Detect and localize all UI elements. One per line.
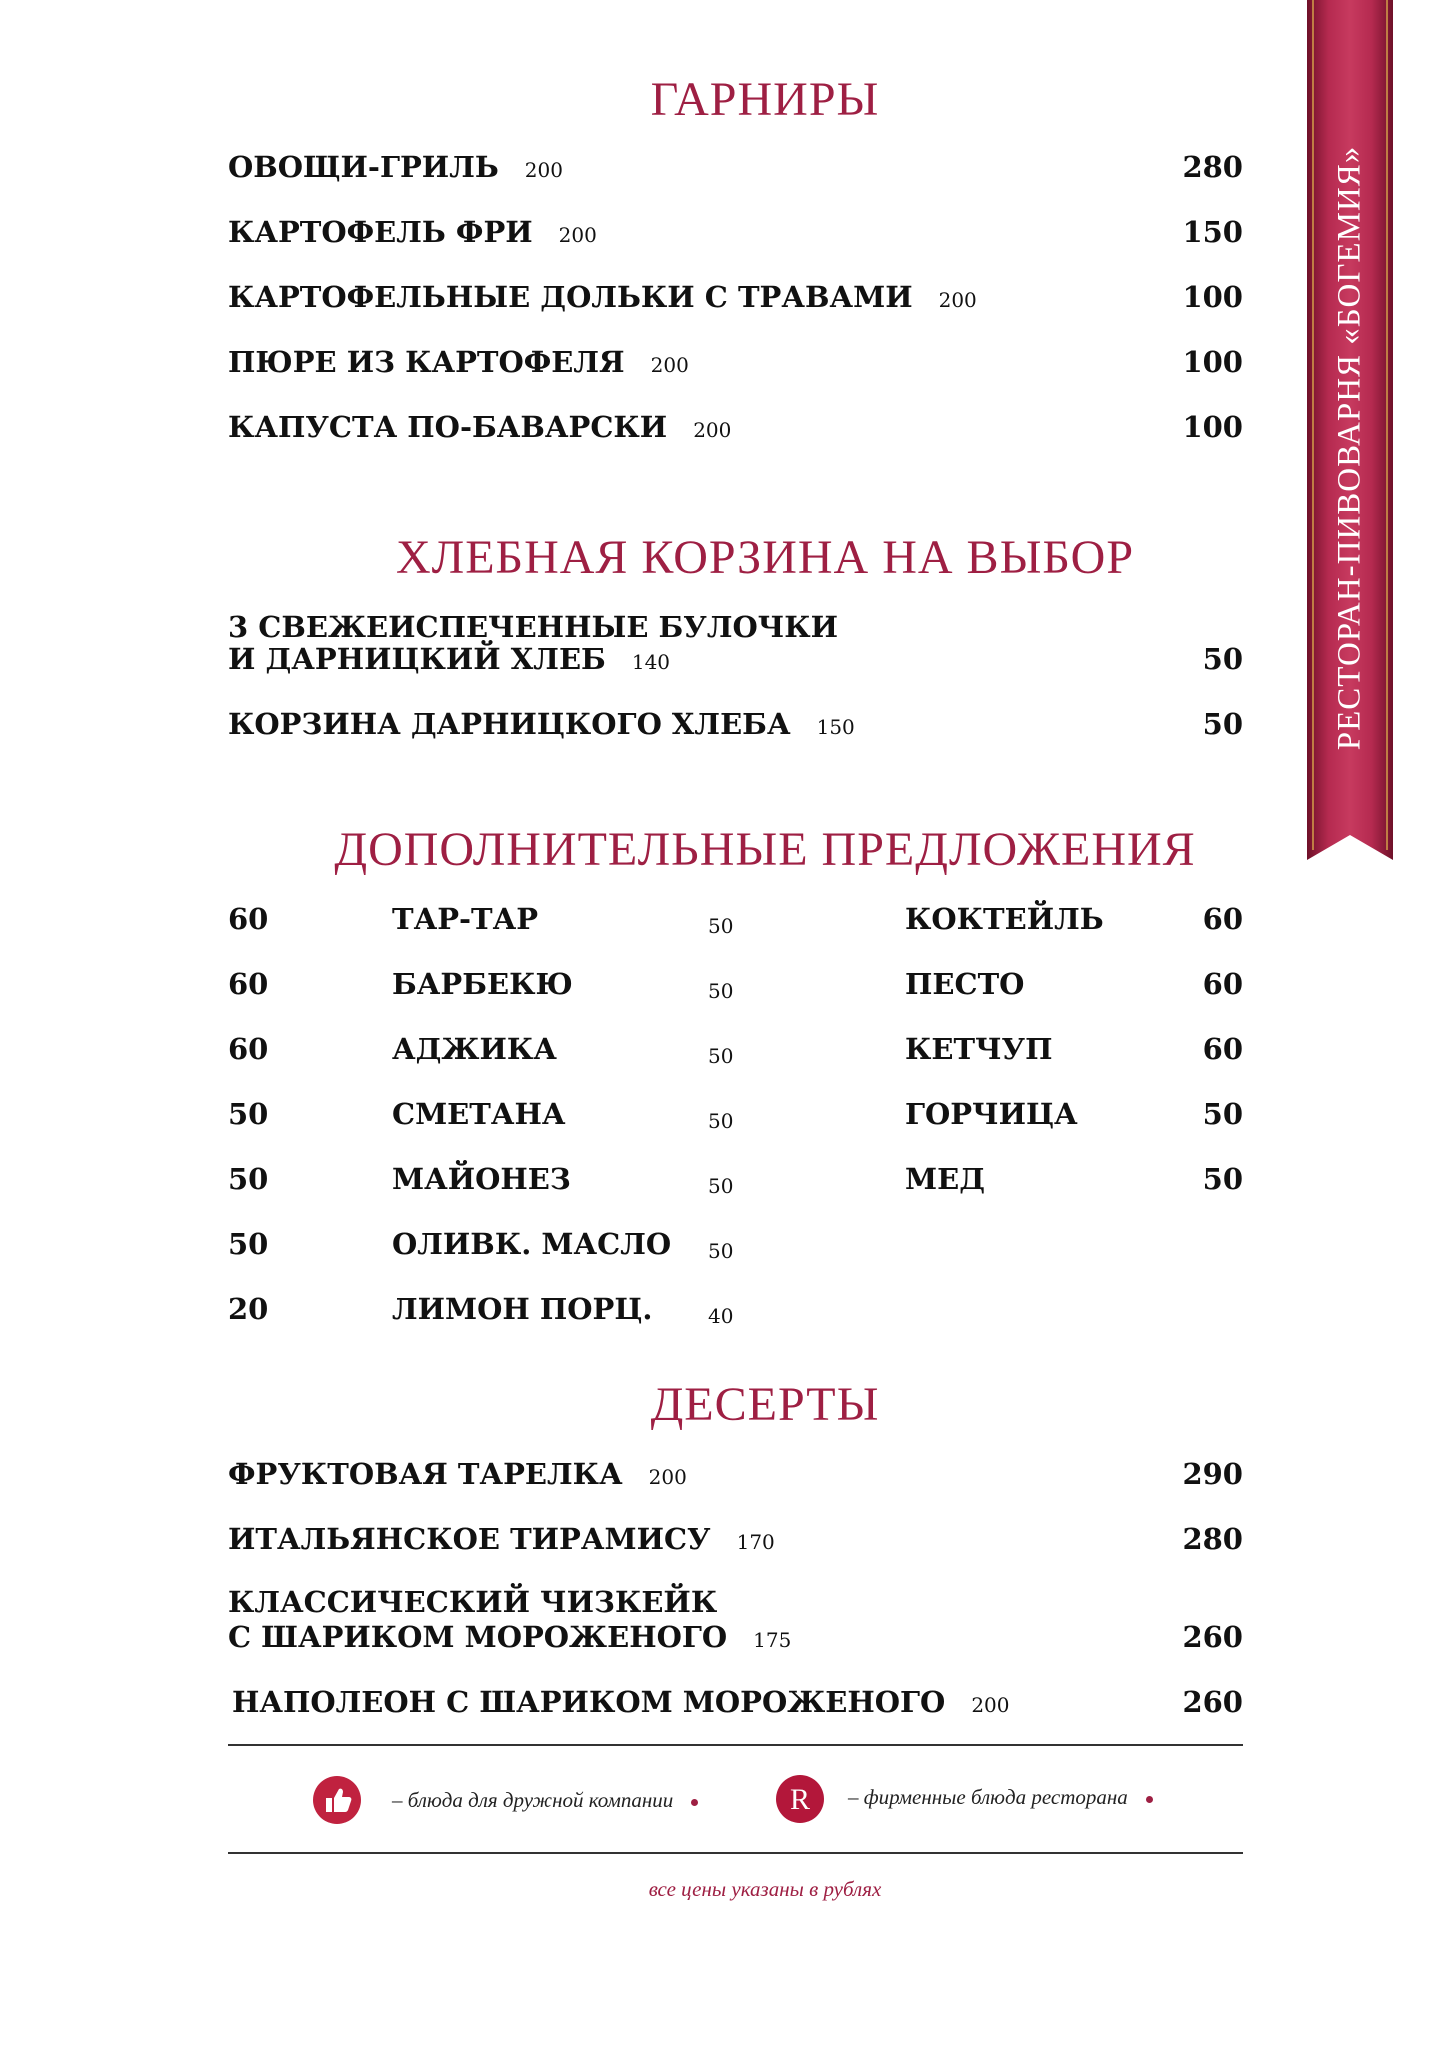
- item-weight: 200: [693, 418, 732, 442]
- item-price: 280: [1182, 150, 1243, 184]
- item-name: [228, 1620, 791, 1654]
- extra-weight: 50: [708, 1109, 734, 1133]
- item-weight: 150: [816, 715, 855, 739]
- menu-item: [228, 1520, 1243, 1560]
- legend-company-text: – блюда для дружной компании: [392, 1788, 674, 1812]
- extra-name: ОЛИВК. МАСЛО: [392, 1227, 672, 1261]
- item-name-text: ИТАЛЬЯНСКОЕ ТИРАМИСУ: [228, 1522, 711, 1556]
- item-price: 260: [1182, 1620, 1243, 1654]
- item-price: 260: [1182, 1685, 1243, 1719]
- item-weight: 200: [971, 1693, 1010, 1717]
- extra-price: 60: [228, 1032, 269, 1066]
- item-price: 280: [1182, 1522, 1243, 1556]
- menu-item: [228, 705, 1243, 745]
- extra-weight: 50: [708, 914, 734, 938]
- section-title-bread: ХЛЕБНАЯ КОРЗИНА НА ВЫБОР: [395, 531, 1135, 584]
- item-price: 100: [1182, 345, 1243, 379]
- extra-price: 60: [1202, 967, 1243, 1001]
- legend-dot: [691, 1799, 698, 1806]
- extra-price: 60: [228, 967, 269, 1001]
- thumbs-up-icon: [312, 1775, 362, 1825]
- item-weight: 140: [631, 650, 671, 674]
- item-weight: 170: [736, 1530, 775, 1554]
- item-name: [228, 215, 597, 249]
- extra-name: КЕТЧУП: [905, 1032, 1053, 1066]
- extra-weight: 50: [708, 979, 734, 1003]
- item-weight: 200: [650, 353, 689, 377]
- menu-item: [228, 213, 1243, 253]
- extra-price: 50: [228, 1227, 269, 1261]
- item-price: 290: [1182, 1457, 1243, 1491]
- legend-signature-text: – фирменные блюда ресторана: [848, 1785, 1128, 1809]
- section-title-extras: ДОПОЛНИТЕЛЬНЫЕ ПРЕДЛОЖЕНИЯ: [334, 823, 1196, 876]
- extra-weight: 50: [708, 1044, 734, 1068]
- item-name: [228, 1522, 775, 1556]
- divider-top: [228, 1744, 1243, 1746]
- extra-name: АДЖИКА: [392, 1032, 557, 1066]
- extra-price: 50: [1202, 1097, 1243, 1131]
- ribbon-text: РЕСТОРАН-ПИВОВАРНЯ «БОГЕМИЯ»: [1331, 145, 1368, 751]
- extra-price: 60: [1202, 902, 1243, 936]
- item-name: [228, 707, 855, 741]
- extra-name: БАРБЕКЮ: [392, 967, 573, 1001]
- extra-name: МЕД: [905, 1162, 985, 1196]
- item-name-text: ФРУКТОВАЯ ТАРЕЛКА: [228, 1457, 623, 1491]
- item-name-line1: 3 СВЕЖЕИСПЕЧЕННЫЕ БУЛОЧКИ: [228, 610, 839, 644]
- item-name: [232, 1685, 1010, 1719]
- extra-price: 50: [228, 1097, 269, 1131]
- extra-price: 20: [228, 1292, 269, 1326]
- menu-item: [228, 1455, 1243, 1495]
- extra-weight: 50: [708, 1174, 734, 1198]
- extra-weight: 50: [708, 1239, 734, 1263]
- item-name-text: КАРТОФЕЛЬНЫЕ ДОЛЬКИ С ТРАВАМИ: [228, 280, 913, 314]
- extra-price: 50: [228, 1162, 269, 1196]
- extra-name: ТАР-ТАР: [392, 902, 539, 936]
- extra-name: КОКТЕЙЛЬ: [905, 902, 1104, 936]
- menu-item: [228, 343, 1243, 383]
- section-title-garnishes: ГАРНИРЫ: [650, 73, 880, 126]
- divider-bottom: [228, 1852, 1243, 1854]
- menu-item: [228, 1618, 1243, 1658]
- item-name-line1: КЛАССИЧЕСКИЙ ЧИЗКЕЙК: [228, 1585, 718, 1619]
- extra-name: ПЕСТО: [905, 967, 1025, 1001]
- letter-r-icon: [775, 1774, 825, 1824]
- item-weight: 200: [558, 223, 597, 247]
- item-weight: 200: [524, 158, 563, 182]
- menu-item: [228, 640, 1243, 680]
- item-name: [228, 642, 670, 676]
- item-name: [228, 410, 731, 444]
- item-price: 150: [1182, 215, 1243, 249]
- item-name-text: НАПОЛЕОН С ШАРИКОМ МОРОЖЕНОГО: [232, 1685, 946, 1719]
- menu-item: [228, 148, 1243, 188]
- letter-r-glyph: R: [789, 1783, 811, 1816]
- extra-name: СМЕТАНА: [392, 1097, 566, 1131]
- item-weight: 200: [648, 1465, 687, 1489]
- item-name-text: КАРТОФЕЛЬ ФРИ: [228, 215, 533, 249]
- extra-price: 60: [228, 902, 269, 936]
- extra-price: 50: [1202, 1162, 1243, 1196]
- item-weight: 175: [753, 1628, 792, 1652]
- legend-dot: [1146, 1796, 1153, 1803]
- item-price: 50: [1202, 707, 1243, 741]
- item-price: 100: [1182, 410, 1243, 444]
- footer-note: все цены указаны в рублях: [648, 1877, 882, 1901]
- menu-item: [232, 1683, 1247, 1723]
- item-name-text: КАПУСТА ПО-БАВАРСКИ: [228, 410, 668, 444]
- extra-name: ЛИМОН ПОРЦ.: [392, 1292, 653, 1326]
- item-name-text: С ШАРИКОМ МОРОЖЕНОГО: [228, 1620, 728, 1654]
- item-name: [228, 280, 977, 314]
- extra-name: ГОРЧИЦА: [905, 1097, 1078, 1131]
- item-name-text: КОРЗИНА ДАРНИЦКОГО ХЛЕБА: [228, 707, 791, 741]
- item-name: [228, 150, 563, 184]
- extra-name: МАЙОНЕЗ: [392, 1162, 571, 1196]
- item-weight: 200: [938, 288, 977, 312]
- menu-item: [228, 278, 1243, 318]
- item-name-text: И ДАРНИЦКИЙ ХЛЕБ: [228, 642, 606, 676]
- item-name-text: ПЮРЕ ИЗ КАРТОФЕЛЯ: [228, 345, 625, 379]
- item-name: [228, 345, 689, 379]
- legend-company: [392, 1788, 698, 1813]
- item-name-text: ОВОЩИ-ГРИЛЬ: [228, 150, 499, 184]
- extra-price: 60: [1202, 1032, 1243, 1066]
- extra-weight: 40: [708, 1304, 734, 1328]
- item-name: [228, 1457, 687, 1491]
- item-price: 100: [1182, 280, 1243, 314]
- item-price: 50: [1202, 642, 1243, 676]
- section-title-desserts: ДЕСЕРТЫ: [650, 1378, 880, 1431]
- menu-item: [228, 408, 1243, 448]
- legend-signature: [848, 1785, 1153, 1810]
